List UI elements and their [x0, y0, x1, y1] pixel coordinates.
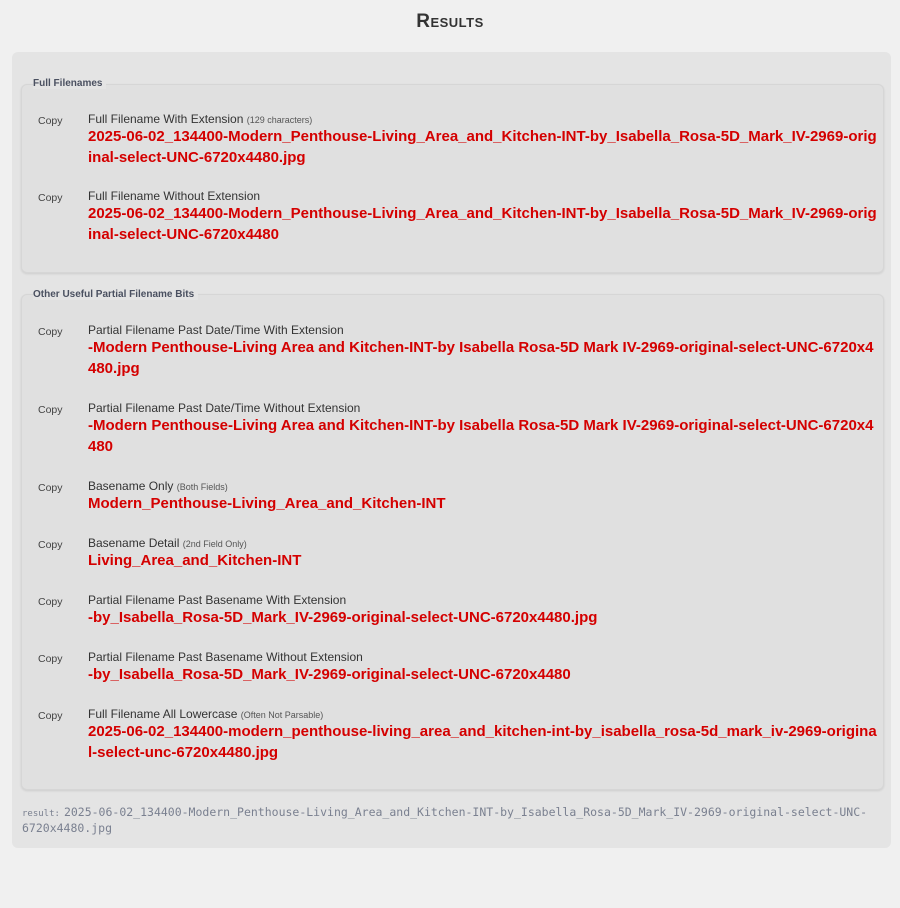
row-label [88, 593, 346, 607]
row-label-text: Partial Filename Past Basename Without Extension [88, 650, 363, 664]
row-value[interactable]: Modern_Penthouse-Living_Area_and_Kitchen-INT [88, 495, 446, 512]
copy-button[interactable]: Copy [38, 653, 63, 665]
row-label [88, 112, 312, 126]
row-label-text: Full Filename All Lowercase [88, 707, 238, 721]
copy-button[interactable]: Copy [38, 596, 63, 608]
row-label [88, 401, 360, 415]
row-value[interactable]: 2025-06-02_134400-modern_penthouse-living_area_and_kitchen-int-by_isabella_rosa-5d_mark_iv-2969-original-select-unc-6720x4480.jpg [88, 723, 877, 761]
row-note: (Both Fields) [176, 482, 228, 492]
row-note: (129 characters) [246, 115, 313, 125]
page-title: Results [416, 11, 484, 32]
group-legend: Other Useful Partial Filename Bits [33, 289, 198, 300]
row-label-text: Full Filename Without Extension [88, 189, 261, 203]
row-label-text: Partial Filename Past Basename With Extension [88, 593, 347, 607]
row-note: (2nd Field Only) [182, 539, 247, 549]
partial-filename-bits-group [21, 294, 884, 790]
row-label [88, 650, 363, 664]
row-label [88, 323, 344, 337]
row-label [88, 189, 260, 203]
copy-button[interactable]: Copy [38, 710, 63, 722]
copy-button[interactable]: Copy [38, 192, 63, 204]
row-value[interactable]: -Modern Penthouse-Living Area and Kitchen-INT-by Isabella Rosa-5D Mark IV-2969-original-select-UNC-6720x4480.jpg [88, 339, 874, 377]
copy-button[interactable]: Copy [38, 404, 63, 416]
row-label [88, 707, 323, 721]
group-legend: Full Filenames [33, 78, 106, 89]
row-label-text: Basename Only [88, 479, 174, 493]
row-value[interactable]: -by_Isabella_Rosa-5D_Mark_IV-2969-original-select-UNC-6720x4480.jpg [88, 609, 598, 626]
row-label [88, 536, 247, 550]
row-note: (Often Not Parsable) [240, 710, 324, 720]
copy-button[interactable]: Copy [38, 115, 63, 127]
row-value[interactable]: Living_Area_and_Kitchen-INT [88, 552, 302, 569]
row-value[interactable]: 2025-06-02_134400-Modern_Penthouse-Living_Area_and_Kitchen-INT-by_Isabella_Rosa-5D_Mark_IV-2969-original-select-UNC-6720x4480 [88, 205, 877, 243]
row-value[interactable]: 2025-06-02_134400-Modern_Penthouse-Living_Area_and_Kitchen-INT-by_Isabella_Rosa-5D_Mark_IV-2969-original-select-UNC-6720x4480.jpg [88, 128, 877, 166]
full-filenames-group [21, 84, 884, 273]
row-label-text: Basename Detail [88, 536, 180, 550]
results-panel [12, 52, 891, 848]
row-label-text: Partial Filename Past Date/Time Without Extension [88, 401, 361, 415]
result-prefix: result: [22, 809, 60, 819]
result-output [22, 805, 872, 835]
copy-button[interactable]: Copy [38, 482, 63, 494]
result-value[interactable]: 2025-06-02_134400-Modern_Penthouse-Living_Area_and_Kitchen-INT-by_Isabella_Rosa-5D_Mark_IV-2969-original-select-UNC-6720x4480.jpg [22, 805, 868, 835]
row-label-text: Full Filename With Extension [88, 112, 244, 126]
row-value[interactable]: -Modern Penthouse-Living Area and Kitchen-INT-by Isabella Rosa-5D Mark IV-2969-original-select-UNC-6720x4480 [88, 417, 874, 455]
copy-button[interactable]: Copy [38, 326, 63, 338]
row-label-text: Partial Filename Past Date/Time With Extension [88, 323, 344, 337]
copy-button[interactable]: Copy [38, 539, 63, 551]
row-value[interactable]: -by_Isabella_Rosa-5D_Mark_IV-2969-original-select-UNC-6720x4480 [88, 666, 571, 683]
row-label [88, 479, 228, 493]
